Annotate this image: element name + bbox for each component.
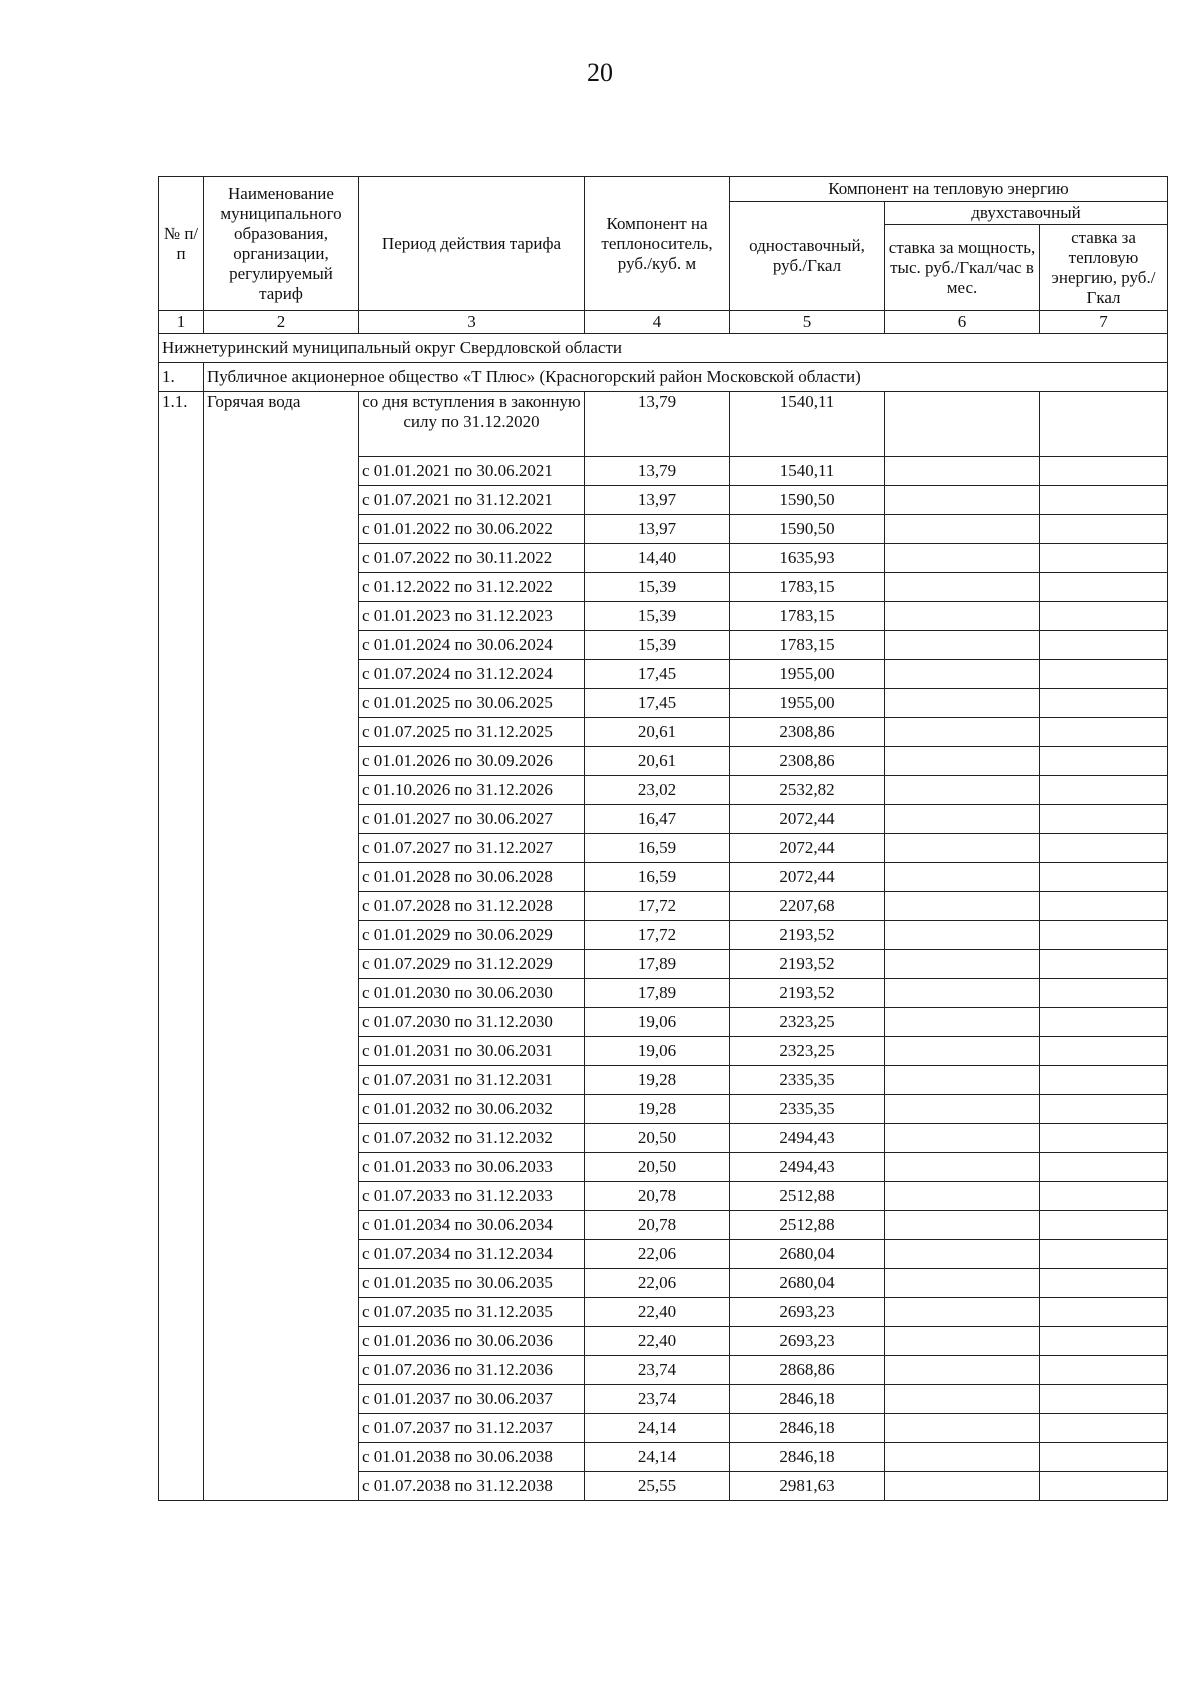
col-number-2: 2: [204, 311, 359, 334]
energy-cell: [1040, 1211, 1168, 1240]
period-cell: с 01.07.2033 по 31.12.2033: [359, 1182, 585, 1211]
period-cell: с 01.01.2033 по 30.06.2033: [359, 1153, 585, 1182]
col-number-1: 1: [159, 311, 204, 334]
carrier-cell: 16,47: [585, 805, 730, 834]
period-cell: с 01.01.2032 по 30.06.2032: [359, 1095, 585, 1124]
energy-cell: [1040, 1443, 1168, 1472]
one-rate-cell: 2072,44: [730, 863, 885, 892]
energy-cell: [1040, 805, 1168, 834]
capacity-cell: [885, 515, 1040, 544]
tariff-num: 1.1.: [159, 392, 204, 1501]
period-cell: с 01.01.2025 по 30.06.2025: [359, 689, 585, 718]
energy-cell: [1040, 1414, 1168, 1443]
one-rate-cell: 1635,93: [730, 544, 885, 573]
period-cell: с 01.01.2037 по 30.06.2037: [359, 1385, 585, 1414]
period-cell: с 01.01.2022 по 30.06.2022: [359, 515, 585, 544]
col-number-7: 7: [1040, 311, 1168, 334]
capacity-cell: [885, 392, 1040, 457]
one-rate-cell: 1540,11: [730, 457, 885, 486]
energy-cell: [1040, 486, 1168, 515]
one-rate-cell: 1783,15: [730, 631, 885, 660]
carrier-cell: 25,55: [585, 1472, 730, 1501]
energy-cell: [1040, 950, 1168, 979]
one-rate-cell: 2207,68: [730, 892, 885, 921]
col-number-3: 3: [359, 311, 585, 334]
one-rate-cell: 2693,23: [730, 1327, 885, 1356]
carrier-cell: 17,72: [585, 892, 730, 921]
table-row: [159, 392, 1168, 457]
carrier-cell: 20,78: [585, 1182, 730, 1211]
period-cell: с 01.07.2025 по 31.12.2025: [359, 718, 585, 747]
energy-cell: [1040, 1472, 1168, 1501]
one-rate-cell: 2494,43: [730, 1124, 885, 1153]
carrier-cell: 14,40: [585, 544, 730, 573]
energy-cell: [1040, 1182, 1168, 1211]
header-carrier: Компонент на теплоноситель, руб./куб. м: [585, 177, 730, 311]
energy-cell: [1040, 1327, 1168, 1356]
carrier-cell: 20,61: [585, 718, 730, 747]
one-rate-cell: 1590,50: [730, 486, 885, 515]
capacity-cell: [885, 689, 1040, 718]
energy-cell: [1040, 631, 1168, 660]
capacity-cell: [885, 950, 1040, 979]
carrier-cell: 24,14: [585, 1414, 730, 1443]
energy-cell: [1040, 544, 1168, 573]
one-rate-cell: 2308,86: [730, 747, 885, 776]
capacity-cell: [885, 660, 1040, 689]
one-rate-cell: 2693,23: [730, 1298, 885, 1327]
capacity-cell: [885, 718, 1040, 747]
one-rate-cell: 1783,15: [730, 573, 885, 602]
carrier-cell: 17,45: [585, 660, 730, 689]
period-cell: с 01.07.2030 по 31.12.2030: [359, 1008, 585, 1037]
energy-cell: [1040, 660, 1168, 689]
carrier-cell: 22,40: [585, 1298, 730, 1327]
page-number: 20: [587, 58, 613, 87]
capacity-cell: [885, 776, 1040, 805]
period-cell: с 01.10.2026 по 31.12.2026: [359, 776, 585, 805]
capacity-cell: [885, 1037, 1040, 1066]
one-rate-cell: 2072,44: [730, 834, 885, 863]
one-rate-cell: 1783,15: [730, 602, 885, 631]
capacity-cell: [885, 631, 1040, 660]
carrier-cell: 17,89: [585, 950, 730, 979]
one-rate-cell: 2335,35: [730, 1066, 885, 1095]
carrier-cell: 13,79: [585, 457, 730, 486]
carrier-cell: 23,74: [585, 1356, 730, 1385]
period-cell: с 01.07.2021 по 31.12.2021: [359, 486, 585, 515]
carrier-cell: 13,97: [585, 515, 730, 544]
one-rate-cell: 2868,86: [730, 1356, 885, 1385]
carrier-cell: 22,06: [585, 1240, 730, 1269]
energy-cell: [1040, 718, 1168, 747]
carrier-cell: 19,06: [585, 1008, 730, 1037]
period-cell: с 01.07.2027 по 31.12.2027: [359, 834, 585, 863]
energy-cell: [1040, 1095, 1168, 1124]
period-cell: с 01.07.2035 по 31.12.2035: [359, 1298, 585, 1327]
carrier-cell: 13,79: [585, 392, 730, 457]
capacity-cell: [885, 1124, 1040, 1153]
one-rate-cell: 2072,44: [730, 805, 885, 834]
period-cell: с 01.07.2036 по 31.12.2036: [359, 1356, 585, 1385]
capacity-cell: [885, 544, 1040, 573]
one-rate-cell: 2494,43: [730, 1153, 885, 1182]
one-rate-cell: 2512,88: [730, 1182, 885, 1211]
energy-cell: [1040, 776, 1168, 805]
period-cell: с 01.07.2038 по 31.12.2038: [359, 1472, 585, 1501]
carrier-cell: 13,97: [585, 486, 730, 515]
one-rate-cell: 2193,52: [730, 921, 885, 950]
capacity-cell: [885, 602, 1040, 631]
period-cell: с 01.01.2023 по 31.12.2023: [359, 602, 585, 631]
capacity-cell: [885, 1182, 1040, 1211]
one-rate-cell: 2680,04: [730, 1269, 885, 1298]
one-rate-cell: 1955,00: [730, 660, 885, 689]
header-name: Наименование муниципального образования, организации, регулируемый тариф: [204, 177, 359, 311]
period-cell: с 01.07.2024 по 31.12.2024: [359, 660, 585, 689]
capacity-cell: [885, 805, 1040, 834]
one-rate-cell: 1590,50: [730, 515, 885, 544]
one-rate-cell: 2846,18: [730, 1443, 885, 1472]
energy-cell: [1040, 457, 1168, 486]
carrier-cell: 20,61: [585, 747, 730, 776]
capacity-cell: [885, 573, 1040, 602]
carrier-cell: 20,50: [585, 1124, 730, 1153]
capacity-cell: [885, 1443, 1040, 1472]
header-heat-group: Компонент на тепловую энергию: [730, 177, 1168, 202]
one-rate-cell: 2335,35: [730, 1095, 885, 1124]
one-rate-cell: 2680,04: [730, 1240, 885, 1269]
carrier-cell: 15,39: [585, 631, 730, 660]
header-capacity: ставка за мощность, тыс. руб./Гкал/час в мес.: [885, 225, 1040, 311]
carrier-cell: 24,14: [585, 1443, 730, 1472]
header-period: Период действия тарифа: [359, 177, 585, 311]
period-cell: с 01.01.2035 по 30.06.2035: [359, 1269, 585, 1298]
capacity-cell: [885, 921, 1040, 950]
capacity-cell: [885, 1327, 1040, 1356]
col-number-6: 6: [885, 311, 1040, 334]
capacity-cell: [885, 1414, 1040, 1443]
period-cell: с 01.01.2034 по 30.06.2034: [359, 1211, 585, 1240]
period-cell: с 01.01.2029 по 30.06.2029: [359, 921, 585, 950]
energy-cell: [1040, 1385, 1168, 1414]
energy-cell: [1040, 834, 1168, 863]
one-rate-cell: 1955,00: [730, 689, 885, 718]
period-cell: с 01.01.2024 по 30.06.2024: [359, 631, 585, 660]
one-rate-cell: 2532,82: [730, 776, 885, 805]
carrier-cell: 20,78: [585, 1211, 730, 1240]
carrier-cell: 19,06: [585, 1037, 730, 1066]
capacity-cell: [885, 1211, 1040, 1240]
one-rate-cell: 2846,18: [730, 1385, 885, 1414]
capacity-cell: [885, 1385, 1040, 1414]
energy-cell: [1040, 863, 1168, 892]
capacity-cell: [885, 486, 1040, 515]
period-cell: с 01.01.2028 по 30.06.2028: [359, 863, 585, 892]
period-cell: с 01.01.2027 по 30.06.2027: [359, 805, 585, 834]
carrier-cell: 16,59: [585, 863, 730, 892]
carrier-cell: 23,74: [585, 1385, 730, 1414]
carrier-cell: 16,59: [585, 834, 730, 863]
one-rate-cell: 2193,52: [730, 979, 885, 1008]
period-cell: с 01.01.2031 по 30.06.2031: [359, 1037, 585, 1066]
period-cell: с 01.01.2021 по 30.06.2021: [359, 457, 585, 486]
period-cell: со дня вступления в законную силу по 31.12.2020: [359, 392, 585, 457]
period-cell: с 01.01.2036 по 30.06.2036: [359, 1327, 585, 1356]
energy-cell: [1040, 689, 1168, 718]
org-num: 1.: [159, 363, 204, 392]
carrier-cell: 23,02: [585, 776, 730, 805]
energy-cell: [1040, 515, 1168, 544]
energy-cell: [1040, 921, 1168, 950]
energy-cell: [1040, 573, 1168, 602]
capacity-cell: [885, 1066, 1040, 1095]
period-cell: с 01.07.2032 по 31.12.2032: [359, 1124, 585, 1153]
one-rate-cell: 1540,11: [730, 392, 885, 457]
tariff-name: Горячая вода: [204, 392, 359, 1501]
capacity-cell: [885, 1240, 1040, 1269]
capacity-cell: [885, 1472, 1040, 1501]
energy-cell: [1040, 1240, 1168, 1269]
capacity-cell: [885, 1356, 1040, 1385]
carrier-cell: 15,39: [585, 602, 730, 631]
energy-cell: [1040, 1124, 1168, 1153]
carrier-cell: 22,40: [585, 1327, 730, 1356]
one-rate-cell: 2323,25: [730, 1037, 885, 1066]
capacity-cell: [885, 1008, 1040, 1037]
period-cell: с 01.07.2031 по 31.12.2031: [359, 1066, 585, 1095]
capacity-cell: [885, 1298, 1040, 1327]
capacity-cell: [885, 747, 1040, 776]
carrier-cell: 15,39: [585, 573, 730, 602]
org-name: Публичное акционерное общество «Т Плюс» (Красногорский район Московской области): [204, 363, 1168, 392]
carrier-cell: 17,45: [585, 689, 730, 718]
carrier-cell: 17,72: [585, 921, 730, 950]
capacity-cell: [885, 979, 1040, 1008]
period-cell: с 01.07.2029 по 31.12.2029: [359, 950, 585, 979]
energy-cell: [1040, 602, 1168, 631]
one-rate-cell: 2193,52: [730, 950, 885, 979]
capacity-cell: [885, 1269, 1040, 1298]
header-num: № п/п: [159, 177, 204, 311]
col-number-5: 5: [730, 311, 885, 334]
period-cell: с 01.07.2028 по 31.12.2028: [359, 892, 585, 921]
one-rate-cell: 2323,25: [730, 1008, 885, 1037]
col-number-4: 4: [585, 311, 730, 334]
period-cell: с 01.01.2026 по 30.09.2026: [359, 747, 585, 776]
energy-cell: [1040, 1153, 1168, 1182]
one-rate-cell: 2846,18: [730, 1414, 885, 1443]
carrier-cell: 19,28: [585, 1066, 730, 1095]
energy-cell: [1040, 1298, 1168, 1327]
energy-cell: [1040, 747, 1168, 776]
energy-cell: [1040, 1356, 1168, 1385]
capacity-cell: [885, 1153, 1040, 1182]
capacity-cell: [885, 892, 1040, 921]
period-cell: с 01.01.2038 по 30.06.2038: [359, 1443, 585, 1472]
energy-cell: [1040, 892, 1168, 921]
header-one-rate: одноставочный, руб./Гкал: [730, 202, 885, 311]
tariff-table: [158, 176, 1168, 1501]
energy-cell: [1040, 1066, 1168, 1095]
period-cell: с 01.07.2037 по 31.12.2037: [359, 1414, 585, 1443]
one-rate-cell: 2981,63: [730, 1472, 885, 1501]
carrier-cell: 20,50: [585, 1153, 730, 1182]
energy-cell: [1040, 979, 1168, 1008]
capacity-cell: [885, 1095, 1040, 1124]
header-two-rate: двухставочный: [885, 202, 1168, 225]
period-cell: с 01.07.2022 по 30.11.2022: [359, 544, 585, 573]
capacity-cell: [885, 457, 1040, 486]
header-energy: ставка за тепловую энергию, руб./Гкал: [1040, 225, 1168, 311]
carrier-cell: 19,28: [585, 1095, 730, 1124]
energy-cell: [1040, 1269, 1168, 1298]
one-rate-cell: 2308,86: [730, 718, 885, 747]
carrier-cell: 17,89: [585, 979, 730, 1008]
capacity-cell: [885, 863, 1040, 892]
one-rate-cell: 2512,88: [730, 1211, 885, 1240]
region-title: Нижнетуринский муниципальный округ Свердловской области: [159, 334, 1168, 363]
energy-cell: [1040, 1008, 1168, 1037]
energy-cell: [1040, 392, 1168, 457]
energy-cell: [1040, 1037, 1168, 1066]
period-cell: с 01.12.2022 по 31.12.2022: [359, 573, 585, 602]
carrier-cell: 22,06: [585, 1269, 730, 1298]
period-cell: с 01.01.2030 по 30.06.2030: [359, 979, 585, 1008]
period-cell: с 01.07.2034 по 31.12.2034: [359, 1240, 585, 1269]
capacity-cell: [885, 834, 1040, 863]
